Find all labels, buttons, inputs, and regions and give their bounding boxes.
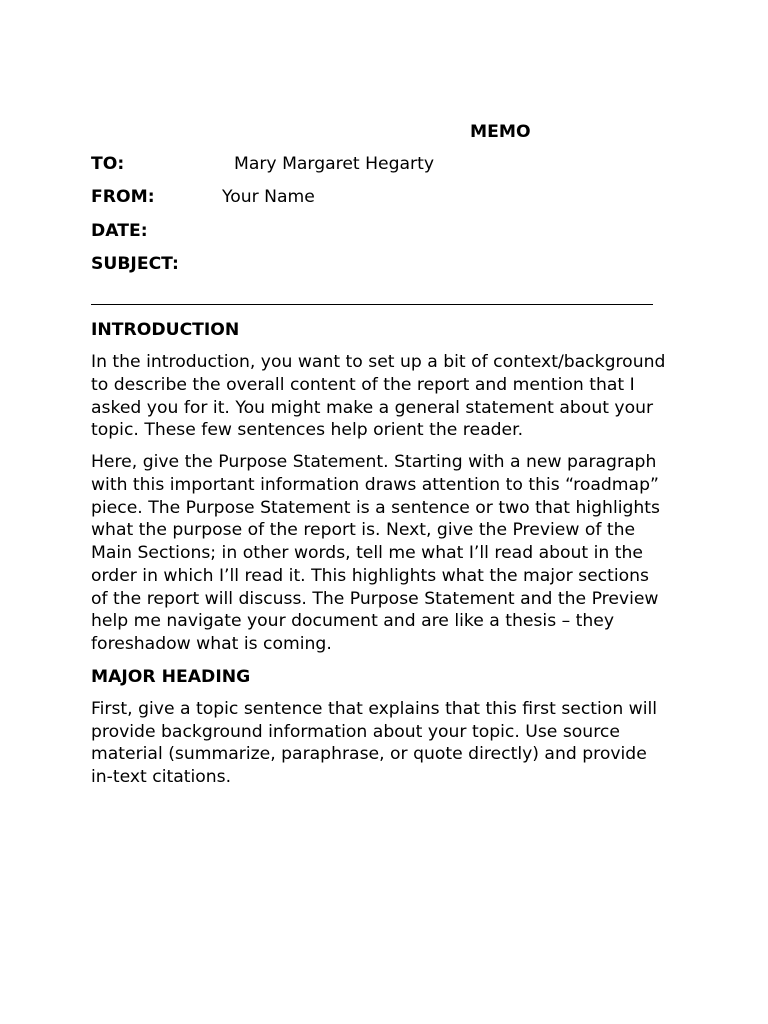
date-label: DATE: (91, 221, 148, 241)
major-heading: MAJOR HEADING (91, 666, 251, 687)
memo-title: MEMO (470, 122, 531, 142)
subject-label: SUBJECT: (91, 254, 179, 274)
from-value: Your Name (222, 187, 315, 207)
memo-body (91, 318, 691, 798)
to-label: TO: (91, 154, 125, 174)
header-divider (91, 304, 653, 305)
major-heading-paragraph-1: First, give a topic sentence that explains that this first section will provide background information about your topic. Use source material (summarize, paraphrase, or quote directly) and provide in-text citations. (91, 698, 658, 787)
introduction-heading: INTRODUCTION (91, 320, 240, 340)
to-value: Mary Margaret Hegarty (234, 154, 435, 174)
from-row (91, 185, 691, 209)
subject-row (91, 252, 691, 276)
introduction-paragraph-2: Here, give the Purpose Statement. Starting with a new paragraph with this important information draws attention to this “roadmap” piece. The Purpose Statement is a sentence or two that highlights what the purpose of the report is. Next, give the Preview of the Main Sections; in other words, tell me what I’ll read about in the order in which I’ll read it. This highlights what the major sections of the report will discuss. The Purpose Statement and the Preview help me navigate your document and are like a thesis – they foreshadow what is coming. (91, 452, 660, 654)
from-label: FROM: (91, 187, 155, 207)
introduction-paragraph-1: In the introduction, you want to set up a bit of context/background to describe the overall content of the report and mention that I asked you for it. You might make a general statement about your topic. These few sentences help orient the reader. (91, 352, 666, 441)
to-row (91, 152, 691, 176)
date-row (91, 219, 691, 243)
